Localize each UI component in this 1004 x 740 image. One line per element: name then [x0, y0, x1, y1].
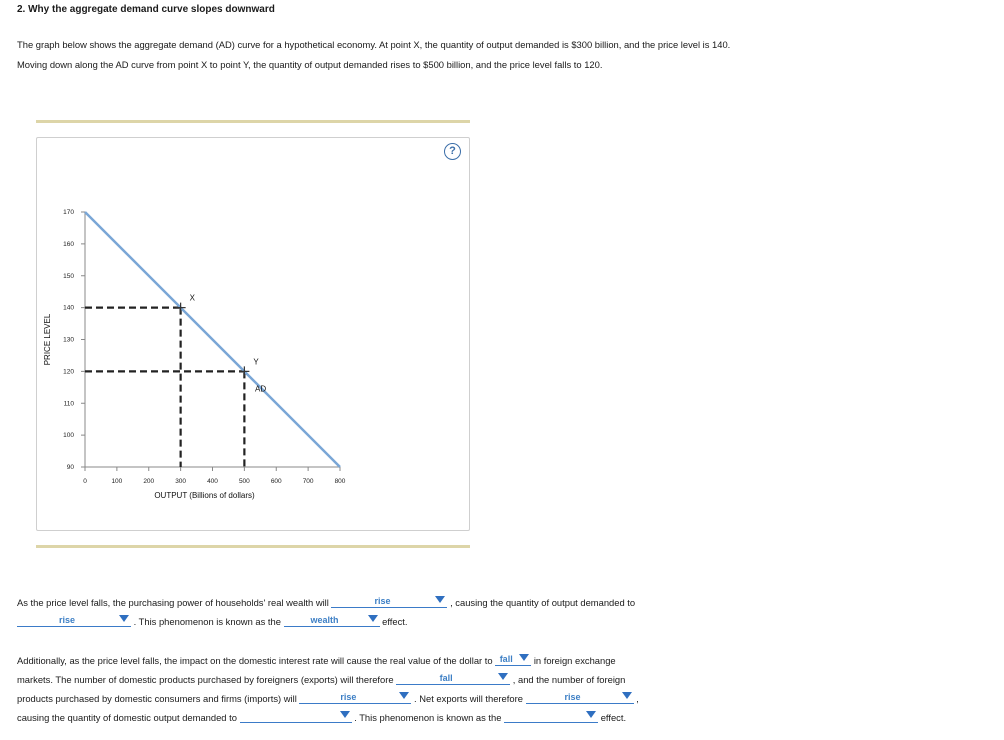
quantity-demanded-dropdown[interactable]: rise — [17, 613, 131, 627]
x-tick-label: 100 — [111, 478, 123, 485]
x-tick-label: 0 — [83, 478, 87, 485]
domestic-output-dropdown[interactable] — [240, 709, 352, 723]
chevron-down-icon — [586, 711, 596, 718]
imports-dropdown[interactable]: rise — [299, 690, 411, 704]
para2-text-3: markets. The number of domestic products purchased by foreigners (exports) will therefore — [17, 674, 394, 685]
chevron-down-icon — [519, 654, 529, 661]
x-axis-label: OUTPUT (Billions of dollars) — [154, 491, 255, 500]
para2-text-5: products purchased by domestic consumers and firms (imports) will — [17, 693, 297, 704]
chevron-down-icon — [622, 692, 632, 699]
y-tick-label: 120 — [63, 368, 74, 376]
chevron-down-icon — [340, 711, 350, 718]
y-tick-label: 110 — [63, 400, 74, 408]
para2-text-10: effect. — [600, 712, 627, 723]
y-tick-label: 130 — [63, 336, 74, 344]
y-tick-label: 100 — [63, 432, 74, 440]
wealth-effect-paragraph — [17, 593, 737, 631]
exchange-rate-paragraph — [17, 651, 737, 727]
effect-name-dropdown[interactable]: wealth — [284, 613, 380, 627]
ad-curve — [85, 212, 340, 467]
x-tick-label: 300 — [175, 478, 187, 485]
x-tick-label: 700 — [302, 478, 314, 485]
y-tick-label: 170 — [63, 209, 74, 216]
dollar-value-dropdown[interactable]: fall — [495, 652, 531, 666]
para1-text-2: , causing the quantity of output demanded to — [450, 597, 636, 608]
para1-text-3: . This phenomenon is known as the — [133, 616, 281, 627]
x-tick-label: 600 — [270, 478, 282, 485]
para2-text-2: in foreign exchange — [533, 655, 616, 666]
y-tick-label: 140 — [63, 304, 74, 312]
para2-text-9: . This phenomenon is known as the — [354, 712, 502, 723]
y-tick-label: 90 — [66, 464, 74, 471]
point-label-x: X — [189, 293, 195, 303]
y-tick-label: 160 — [63, 240, 74, 248]
net-exports-dropdown[interactable]: rise — [526, 690, 634, 704]
real-wealth-dropdown[interactable]: rise — [331, 594, 447, 608]
para1-text-1: As the price level falls, the purchasing power of households' real wealth will — [17, 597, 329, 608]
para2-text-7: , — [636, 693, 639, 704]
x-tick-label: 200 — [143, 478, 155, 485]
y-tick-label: 150 — [63, 272, 74, 280]
y-axis-label: PRICE LEVEL — [43, 313, 52, 366]
chevron-down-icon — [399, 692, 409, 699]
para2-text-1: Additionally, as the price level falls, the impact on the domestic interest rate will cause the real value of the dollar to — [17, 655, 493, 666]
point-label-y: Y — [253, 357, 259, 367]
chevron-down-icon — [119, 615, 129, 622]
help-icon[interactable]: ? — [444, 143, 461, 160]
effect-name-dropdown-2[interactable] — [504, 709, 598, 723]
x-tick-label: 400 — [207, 478, 218, 485]
para2-text-6: . Net exports will therefore — [414, 693, 523, 704]
x-tick-label: 800 — [334, 478, 346, 485]
x-tick-label: 500 — [238, 478, 250, 485]
question-intro: The graph below shows the aggregate demand (AD) curve for a hypothetical economy. At point X, the quantity of output demanded is $300 billion, and the price level is 140. Moving down along the AD curve from point X to point Y, the quantity of output demanded rises to $500 billion, and the price level falls to 120. — [17, 39, 731, 70]
chevron-down-icon — [368, 615, 378, 622]
exports-dropdown[interactable]: fall — [396, 671, 510, 685]
para1-text-4: effect. — [382, 616, 408, 627]
para2-text-4: , and the number of foreign — [512, 674, 626, 685]
chevron-down-icon — [435, 596, 445, 603]
question-title: 2. Why the aggregate demand curve slopes downward — [17, 4, 275, 15]
ad-curve-label: AD — [255, 384, 267, 394]
para2-text-8: causing the quantity of domestic output demanded to — [17, 712, 237, 723]
chevron-down-icon — [498, 673, 508, 680]
